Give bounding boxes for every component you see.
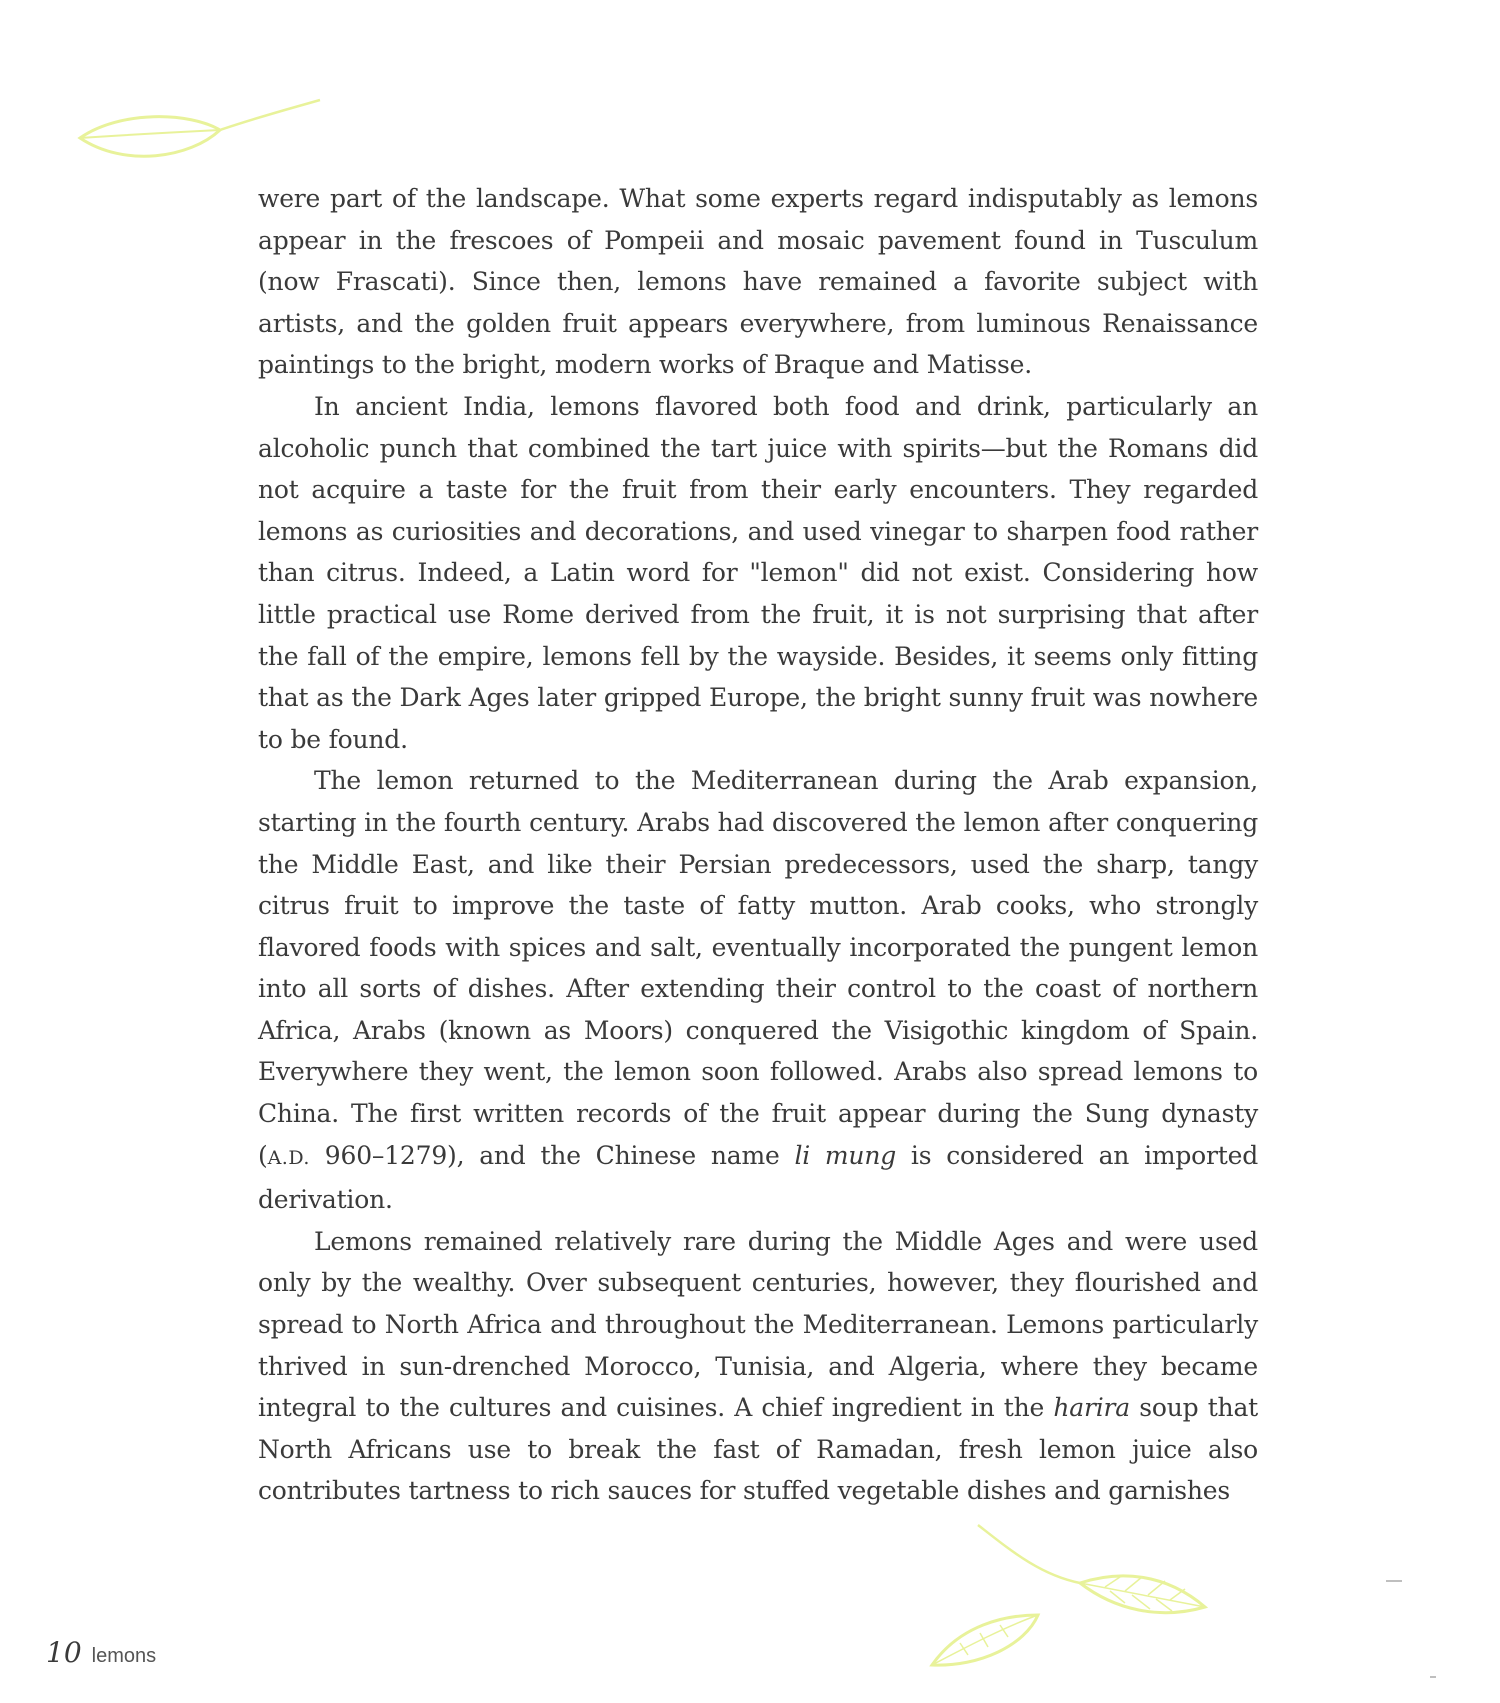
paragraph-4	[258, 1221, 1258, 1512]
scan-speck	[1430, 1676, 1436, 1678]
body-text	[258, 178, 1258, 1512]
paragraph-3-text-b: 960–1279), and the Chinese name	[309, 1140, 795, 1170]
chinese-term: li mung	[794, 1140, 897, 1170]
paragraph-3-text-a: The lemon returned to the Mediterranean during the Arab expansion, starting in the fourth century. Arabs had discovered the lemon after conquering the Middle East, and like their Persian predecessors, used the sharp, tangy citrus fruit to improve the taste of fatty mutton. Arab cooks, who strongly flavored foods with spices and salt, eventually incorporated the pungent lemon into all sorts of dishes. After extending their control to the coast of northern Africa, Arabs (known as Moors) conquered the Visigothic kingdom of Spain. Everywhere they went, the lemon soon followed. Arabs also spread lemons to China. The first written records of the fruit appear during the Sung dynasty (	[258, 766, 1258, 1170]
scan-speck	[1386, 1580, 1402, 1582]
paragraph-2: In ancient India, lemons flavored both food and drink, particularly an alcoholic punch that combined the tart juice with spirits—but the Romans did not acquire a taste for the fruit from their early encounters. They regarded lemons as curiosities and decorations, and used vinegar to sharpen food rather than citrus. Indeed, a Latin word for "lemon" did not exist. Considering how little practical use Rome derived from the fruit, it is not surprising that after the fall of the empire, lemons fell by the wayside. Besides, it seems only fitting that as the Dark Ages later gripped Europe, the bright sunny fruit was nowhere to be found.	[258, 391, 1258, 754]
paragraph-4-text-b: soup that North Africans use to break the fast of Ramadan, fresh lemon juice also contributes tartness to rich sauces for stuffed vegetable dishes and garnishes	[258, 1393, 1258, 1506]
paragraph-3	[258, 760, 1258, 1221]
page-number: 10	[46, 1636, 82, 1669]
harira-term: harira	[1053, 1393, 1130, 1423]
leaf-bottom-right-icon	[920, 1515, 1220, 1685]
paragraph-4-text-a: Lemons remained relatively rare during the Middle Ages and were used only by the wealthy. Over subsequent centuries, however, they flourished and spread to North Africa and throughout the Mediterranean. Lemons particularly thrived in sun-drenched Morocco, Tunisia, and Algeria, where they became integral to the cultures and cuisines. A chief ingredient in the	[258, 1226, 1258, 1423]
leaf-top-left-icon	[70, 90, 330, 180]
page-folio	[46, 1636, 156, 1669]
era-abbreviation: A.D.	[267, 1146, 310, 1169]
paragraph-3-text-c: is considered an imported derivation.	[258, 1140, 1259, 1215]
paragraph-1: were part of the landscape. What some experts regard indisputably as lemons appear in the frescoes of Pompeii and mosaic pavement found in Tusculum (now Frascati). Since then, lemons have remained a favorite subject with artists, and the golden fruit appears everywhere, from luminous Renaissance paintings to the bright, modern works of Braque and Matisse.	[258, 184, 1258, 380]
section-label: lemons	[91, 1645, 157, 1667]
